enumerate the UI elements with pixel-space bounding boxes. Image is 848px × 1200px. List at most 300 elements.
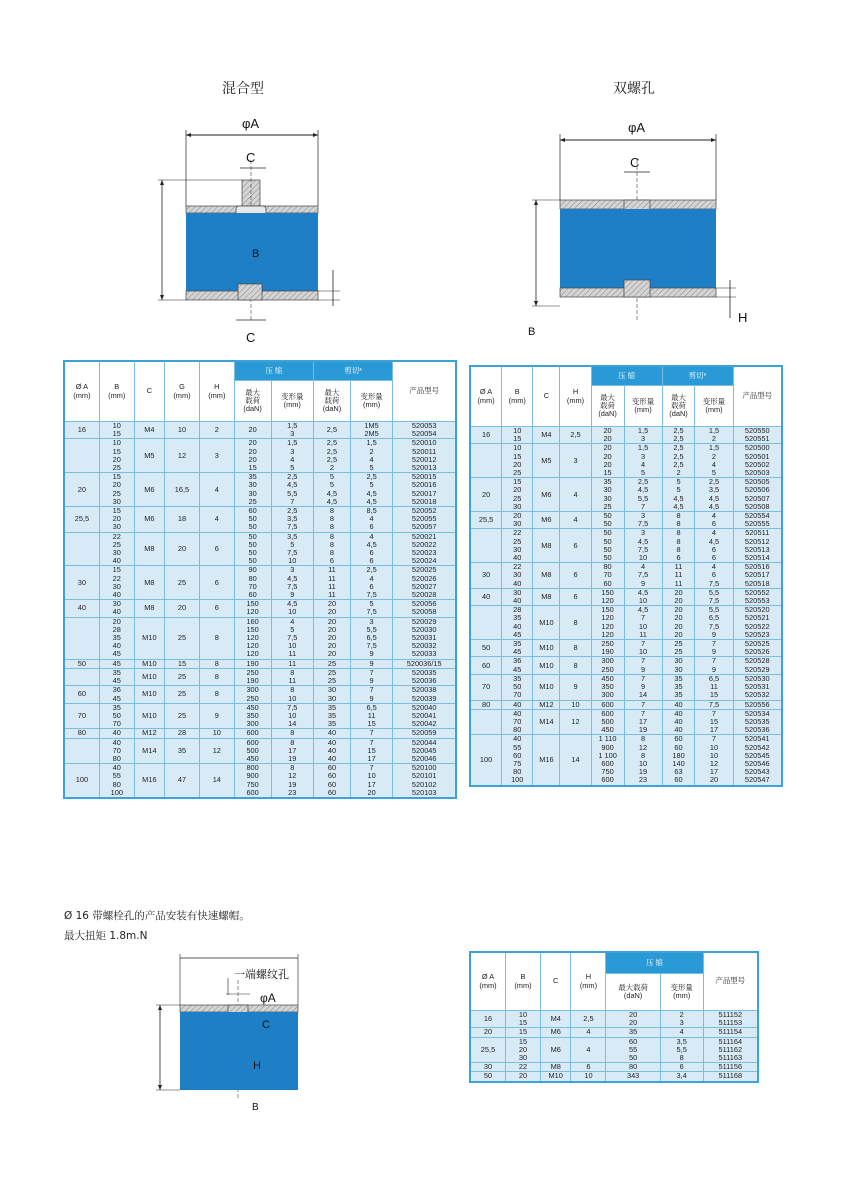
cell-d: 3,5 5,5 8 bbox=[660, 1037, 703, 1063]
cell-d: 7 9 14 bbox=[624, 674, 662, 700]
cell-m: 520035 520036 bbox=[393, 668, 456, 685]
cell-a: 25,5 bbox=[471, 1037, 506, 1063]
cell-b: 40 bbox=[502, 700, 533, 709]
hybrid-spec-table bbox=[64, 361, 456, 798]
c-label-bottom: C bbox=[246, 330, 256, 345]
cell-sd: 7 9 bbox=[350, 686, 393, 703]
cell-l: 250 190 bbox=[234, 668, 271, 685]
cell-g: 28 bbox=[165, 729, 200, 738]
table-row bbox=[65, 473, 456, 507]
cell-b: 15 20 30 bbox=[99, 507, 134, 533]
col-b: B (mm) bbox=[502, 367, 533, 427]
cell-g: 10 bbox=[165, 422, 200, 439]
table-row bbox=[471, 444, 782, 478]
single-thread-label: 一端螺纹孔 bbox=[234, 969, 289, 981]
cell-m: 520550 520551 bbox=[733, 427, 781, 444]
cell-c: M5 bbox=[134, 439, 164, 473]
cell-m: 520036/15 bbox=[393, 659, 456, 668]
c-label-2: C bbox=[630, 155, 640, 170]
cell-l: 150 120 bbox=[591, 588, 624, 605]
cell-g: 25 bbox=[165, 686, 200, 703]
cell-sl: 30 30 bbox=[314, 686, 351, 703]
cell-g: 25 bbox=[165, 617, 200, 659]
hybrid-mount-diagram bbox=[150, 110, 360, 350]
col-deform: 变形量 (mm) bbox=[660, 974, 703, 1011]
cell-l: 150 120 bbox=[234, 600, 271, 617]
cell-h: 4 bbox=[199, 507, 234, 533]
cell-l: 150 120 120 120 bbox=[591, 606, 624, 640]
cell-b: 22 30 40 bbox=[502, 563, 533, 589]
col-h: H (mm) bbox=[199, 362, 234, 422]
phiA-label: φA bbox=[242, 116, 260, 131]
cell-sd: 1,5 2 4 5 bbox=[350, 439, 393, 473]
cell-m: 520015 520016 520017 520018 bbox=[393, 473, 456, 507]
cell-b: 10 15 bbox=[505, 1011, 540, 1028]
c-label-top: C bbox=[246, 150, 256, 165]
cell-l: 20 bbox=[234, 422, 271, 439]
cell-h: 2 bbox=[199, 422, 234, 439]
table-row bbox=[471, 700, 782, 709]
table-row bbox=[65, 738, 456, 764]
b-label-2: B bbox=[528, 326, 536, 338]
cell-m: 520025 520026 520027 520028 bbox=[393, 566, 456, 600]
cell-l: 160 150 120 120 120 bbox=[234, 617, 271, 659]
cell-d: 4,5 7 10 11 bbox=[624, 606, 662, 640]
cell-a bbox=[471, 709, 502, 735]
cell-d: 2,5 4,5 5,5 7 bbox=[271, 473, 314, 507]
cell-sl: 40 40 40 bbox=[314, 738, 351, 764]
col-shear-deform: 变形量 (mm) bbox=[695, 386, 733, 427]
col-h: H (mm) bbox=[560, 367, 591, 427]
cell-sl: 20 20 bbox=[662, 588, 695, 605]
cell-h: 4 bbox=[560, 478, 591, 512]
cell-l: 190 bbox=[234, 659, 271, 668]
cell-b: 15 22 30 40 bbox=[99, 566, 134, 600]
cell-d: 4 7,5 9 bbox=[624, 563, 662, 589]
cell-d: 2,5 4,5 5,5 7 bbox=[624, 478, 662, 512]
table-row bbox=[471, 640, 782, 657]
cell-a: 60 bbox=[471, 657, 502, 674]
cell-sl: 8 8 bbox=[662, 512, 695, 529]
table-row bbox=[471, 563, 782, 589]
cell-d: 1,5 3 bbox=[271, 422, 314, 439]
cell-c: M10 bbox=[533, 657, 560, 674]
note-quick-nut: Ø 16 带螺栓孔的产品安装有快速螺帽。 bbox=[64, 910, 250, 922]
cell-sd: 7,5 bbox=[695, 700, 733, 709]
cell-c: M10 bbox=[533, 674, 560, 700]
cell-b: 40 55 60 75 80 100 bbox=[502, 735, 533, 785]
col-model: 产品型号 bbox=[733, 367, 781, 427]
table-row bbox=[65, 659, 456, 668]
cell-g: 20 bbox=[165, 532, 200, 566]
cell-m: 511168 bbox=[703, 1072, 757, 1081]
cell-a: 50 bbox=[471, 640, 502, 657]
col-maxload: 最大 载荷 (daN) bbox=[234, 381, 271, 422]
cell-c: M8 bbox=[134, 600, 164, 617]
cell-m: 520530 520531 520532 bbox=[733, 674, 781, 700]
cell-a: 50 bbox=[65, 659, 100, 668]
cell-sd: 7 15 17 bbox=[695, 709, 733, 735]
cell-h: 6 bbox=[199, 566, 234, 600]
cell-b: 35 50 70 bbox=[502, 674, 533, 700]
cell-l: 35 30 30 25 bbox=[234, 473, 271, 507]
cell-l: 600 bbox=[591, 700, 624, 709]
cell-m: 520520 520521 520522 520523 bbox=[733, 606, 781, 640]
cell-a: 16 bbox=[65, 422, 100, 439]
table-row bbox=[471, 1028, 758, 1037]
cell-m: 520100 520101 520102 520103 bbox=[393, 764, 456, 798]
cell-l: 90 80 70 60 bbox=[234, 566, 271, 600]
cell-l: 300 250 bbox=[234, 686, 271, 703]
cell-d: 8 12 8 10 19 23 bbox=[624, 735, 662, 785]
b-label-3: B bbox=[252, 1102, 259, 1113]
col-maxload: 最大载荷 (daN) bbox=[606, 974, 660, 1011]
cell-sl: 35 35 35 bbox=[662, 674, 695, 700]
cell-c: M12 bbox=[134, 729, 164, 738]
cell-m: 520534 520535 520536 bbox=[733, 709, 781, 735]
table-row bbox=[65, 422, 456, 439]
cell-l: 600 500 450 bbox=[591, 709, 624, 735]
cell-l: 60 55 50 bbox=[606, 1037, 660, 1063]
col-b: B (mm) bbox=[505, 953, 540, 1011]
cell-b: 10 15 20 25 bbox=[99, 439, 134, 473]
cell-sl: 8 8 8 bbox=[314, 507, 351, 533]
cell-c: M8 bbox=[533, 588, 560, 605]
cell-sl: 35 35 35 bbox=[314, 703, 351, 729]
cell-l: 80 bbox=[606, 1063, 660, 1072]
table-row bbox=[65, 764, 456, 798]
cell-g: 25 bbox=[165, 566, 200, 600]
cell-a: 80 bbox=[65, 729, 100, 738]
cell-a: 100 bbox=[65, 764, 100, 798]
cell-c: M10 bbox=[533, 606, 560, 640]
table-row bbox=[471, 657, 782, 674]
cell-l: 450 350 300 bbox=[234, 703, 271, 729]
cell-g: 20 bbox=[165, 600, 200, 617]
cell-g: 25 bbox=[165, 668, 200, 685]
cell-a: 70 bbox=[65, 703, 100, 729]
double-thread-spec-table bbox=[470, 366, 782, 786]
cell-a: 16 bbox=[471, 1011, 506, 1028]
cell-m: 511152 511153 bbox=[703, 1011, 757, 1028]
cell-h: 4 bbox=[571, 1028, 606, 1037]
col-a: Ø A (mm) bbox=[471, 953, 506, 1011]
cell-sl: 30 30 bbox=[662, 657, 695, 674]
cell-m: 520500 520501 520502 520503 bbox=[733, 444, 781, 478]
cell-sd: 4 4,5 6 6 bbox=[350, 532, 393, 566]
table-row bbox=[65, 729, 456, 738]
cell-l: 600 500 450 bbox=[234, 738, 271, 764]
col-c: C bbox=[134, 362, 164, 422]
col-shear: 剪切* bbox=[662, 367, 733, 386]
cell-l: 800 900 750 600 bbox=[234, 764, 271, 798]
cell-h: 6 bbox=[199, 532, 234, 566]
cell-c: M10 bbox=[533, 640, 560, 657]
cell-a bbox=[65, 439, 100, 473]
cell-l: 35 30 30 25 bbox=[591, 478, 624, 512]
cell-d: 2 3 bbox=[660, 1011, 703, 1028]
cell-l: 450 350 300 bbox=[591, 674, 624, 700]
cell-a: 40 bbox=[471, 588, 502, 605]
cell-a bbox=[65, 668, 100, 685]
double-thread-section-title: 双螺孔 bbox=[613, 81, 655, 97]
cell-h: 8 bbox=[199, 617, 234, 659]
table-row bbox=[471, 1072, 758, 1081]
col-compress: 压 缩 bbox=[234, 362, 313, 381]
cell-a: 20 bbox=[65, 473, 100, 507]
double-thread-diagram bbox=[520, 110, 760, 340]
cell-sl: 40 bbox=[662, 700, 695, 709]
cell-l: 50 50 50 50 bbox=[234, 532, 271, 566]
phiA-label-3: φA bbox=[260, 991, 276, 1005]
cell-d: 1,5 3 4 5 bbox=[271, 439, 314, 473]
cell-h: 10 bbox=[199, 729, 234, 738]
single-thread-diagram bbox=[150, 950, 320, 1120]
cell-m: 520038 520039 bbox=[393, 686, 456, 703]
table-row bbox=[471, 512, 782, 529]
cell-sl: 5 5 4,5 4,5 bbox=[314, 473, 351, 507]
cell-c: M16 bbox=[533, 735, 560, 785]
col-c: C bbox=[540, 953, 570, 1011]
table-row bbox=[471, 1063, 758, 1072]
cell-sd: 1M5 2M5 bbox=[350, 422, 393, 439]
cell-d: 8 12 19 23 bbox=[271, 764, 314, 798]
cell-d: 3,4 bbox=[660, 1072, 703, 1081]
cell-l: 35 bbox=[606, 1028, 660, 1037]
cell-d: 1,5 3 bbox=[624, 427, 662, 444]
cell-l: 600 bbox=[234, 729, 271, 738]
cell-a: 30 bbox=[471, 1063, 506, 1072]
cell-c: M10 bbox=[540, 1072, 570, 1081]
cell-sd: 6,5 11 15 bbox=[695, 674, 733, 700]
cell-m: 520044 520045 520046 bbox=[393, 738, 456, 764]
cell-h: 6 bbox=[571, 1063, 606, 1072]
cell-d: 7 10 bbox=[624, 640, 662, 657]
cell-l: 60 50 50 bbox=[234, 507, 271, 533]
cell-b: 10 15 20 25 bbox=[502, 444, 533, 478]
table-row bbox=[471, 478, 782, 512]
cell-c: M8 bbox=[533, 563, 560, 589]
cell-a: 16 bbox=[471, 427, 502, 444]
col-shear-load: 最大 载荷 (daN) bbox=[662, 386, 695, 427]
table-row bbox=[65, 703, 456, 729]
cell-a: 20 bbox=[471, 1028, 506, 1037]
cell-b: 40 70 80 bbox=[99, 738, 134, 764]
cell-b: 15 20 25 30 bbox=[502, 478, 533, 512]
note-max-torque: 最大扭矩 1.8m.N bbox=[64, 930, 148, 942]
cell-b: 35 50 70 bbox=[99, 703, 134, 729]
table-row bbox=[471, 529, 782, 563]
cell-h: 8 bbox=[199, 668, 234, 685]
cell-b: 30 40 bbox=[99, 600, 134, 617]
cell-d: 4,5 10 bbox=[624, 588, 662, 605]
cell-m: 520552 520553 bbox=[733, 588, 781, 605]
cell-l: 80 70 60 bbox=[591, 563, 624, 589]
cell-m: 520525 520526 bbox=[733, 640, 781, 657]
cell-c: M8 bbox=[134, 566, 164, 600]
cell-a: 50 bbox=[471, 1072, 506, 1081]
cell-h: 8 bbox=[560, 606, 591, 640]
cell-sd: 7 9 bbox=[695, 657, 733, 674]
cell-b: 40 55 80 100 bbox=[99, 764, 134, 798]
cell-c: M14 bbox=[134, 738, 164, 764]
col-b: B (mm) bbox=[99, 362, 134, 422]
cell-sl: 25 bbox=[314, 659, 351, 668]
hybrid-section-title: 混合型 bbox=[222, 81, 264, 97]
table-row bbox=[471, 1011, 758, 1028]
cell-m: 511156 bbox=[703, 1063, 757, 1072]
cell-sd: 5 7,5 bbox=[350, 600, 393, 617]
cell-b: 30 40 bbox=[502, 588, 533, 605]
cell-h: 4 bbox=[199, 473, 234, 507]
cell-d: 11 bbox=[271, 659, 314, 668]
cell-sl: 8 8 8 6 bbox=[662, 529, 695, 563]
cell-g: 35 bbox=[165, 738, 200, 764]
b-label: B bbox=[252, 248, 260, 260]
cell-l: 300 250 bbox=[591, 657, 624, 674]
cell-c: M6 bbox=[134, 473, 164, 507]
cell-sl: 11 11 11 bbox=[662, 563, 695, 589]
cell-sd: 7 10 17 20 bbox=[350, 764, 393, 798]
cell-m: 520056 520058 bbox=[393, 600, 456, 617]
cell-sd: 5,5 7,5 bbox=[695, 588, 733, 605]
cell-d: 4 5 7,5 10 11 bbox=[271, 617, 314, 659]
cell-l: 50 50 50 50 bbox=[591, 529, 624, 563]
cell-sd: 7 9 bbox=[695, 640, 733, 657]
cell-h: 8 bbox=[199, 686, 234, 703]
cell-b: 35 45 bbox=[502, 640, 533, 657]
table-row bbox=[471, 427, 782, 444]
cell-b: 36 45 bbox=[502, 657, 533, 674]
cell-d: 3 7,5 bbox=[624, 512, 662, 529]
cell-d: 1,5 3 4 5 bbox=[624, 444, 662, 478]
table-row bbox=[471, 606, 782, 640]
cell-c: M6 bbox=[533, 512, 560, 529]
cell-sl: 40 40 40 bbox=[662, 709, 695, 735]
col-shear: 剪切* bbox=[314, 362, 393, 381]
cell-l: 20 20 bbox=[606, 1011, 660, 1028]
cell-h: 3 bbox=[560, 444, 591, 478]
cell-a bbox=[65, 617, 100, 659]
table-row bbox=[471, 1037, 758, 1063]
cell-h: 6 bbox=[560, 588, 591, 605]
cell-sd: 7 15 17 bbox=[350, 738, 393, 764]
cell-sd: 3 5,5 6,5 7,5 9 bbox=[350, 617, 393, 659]
table-row bbox=[471, 735, 782, 785]
cell-d: 8 bbox=[271, 729, 314, 738]
cell-m: 520516 520517 520518 bbox=[733, 563, 781, 589]
cell-c: M10 bbox=[134, 686, 164, 703]
cell-c: M8 bbox=[533, 529, 560, 563]
cell-b: 22 bbox=[505, 1063, 540, 1072]
cell-a: 30 bbox=[65, 566, 100, 600]
cell-sd: 7 9 bbox=[350, 668, 393, 685]
cell-d: 8 17 19 bbox=[271, 738, 314, 764]
cell-h: 9 bbox=[199, 703, 234, 729]
cell-b: 20 30 bbox=[502, 512, 533, 529]
cell-b: 28 35 40 45 bbox=[502, 606, 533, 640]
cell-a: 100 bbox=[471, 735, 502, 785]
cell-c: M10 bbox=[134, 703, 164, 729]
cell-d: 4,5 10 bbox=[271, 600, 314, 617]
cell-c: M10 bbox=[134, 668, 164, 685]
cell-c: M5 bbox=[533, 444, 560, 478]
col-shear-load: 最大 载荷 (daN) bbox=[314, 381, 351, 422]
cell-sd: 7 10 10 12 17 20 bbox=[695, 735, 733, 785]
cell-a: 60 bbox=[65, 686, 100, 703]
cell-sd: 2,5 3,5 4,5 4,5 bbox=[695, 478, 733, 512]
col-shear-deform: 变形量 (mm) bbox=[350, 381, 393, 422]
cell-a: 40 bbox=[65, 600, 100, 617]
cell-sl: 20 20 20 20 bbox=[662, 606, 695, 640]
table-row bbox=[65, 617, 456, 659]
table-row bbox=[65, 566, 456, 600]
cell-h: 10 bbox=[560, 700, 591, 709]
cell-d: 8 10 bbox=[271, 686, 314, 703]
cell-b: 15 bbox=[505, 1028, 540, 1037]
cell-a: 70 bbox=[471, 674, 502, 700]
cell-b: 15 20 25 30 bbox=[99, 473, 134, 507]
col-a: Ø A (mm) bbox=[471, 367, 502, 427]
cell-h: 6 bbox=[560, 563, 591, 589]
cell-a bbox=[65, 532, 100, 566]
cell-c: M10 bbox=[134, 617, 164, 659]
cell-b: 36 45 bbox=[99, 686, 134, 703]
cell-d: 7 bbox=[624, 700, 662, 709]
cell-sl: 40 bbox=[314, 729, 351, 738]
cell-d: 6 bbox=[660, 1063, 703, 1072]
cell-c: M6 bbox=[134, 507, 164, 533]
cell-sl: 2,5 bbox=[314, 422, 351, 439]
cell-c: M6 bbox=[540, 1028, 570, 1037]
cell-m: 520511 520512 520513 520514 bbox=[733, 529, 781, 563]
table-row bbox=[65, 668, 456, 685]
cell-sl: 60 60 60 60 bbox=[314, 764, 351, 798]
col-model: 产品型号 bbox=[703, 953, 757, 1011]
cell-sl: 2,5 2,5 2,5 2 bbox=[314, 439, 351, 473]
cell-g: 12 bbox=[165, 439, 200, 473]
table-row bbox=[65, 439, 456, 473]
cell-h: 8 bbox=[560, 640, 591, 657]
table-row bbox=[65, 507, 456, 533]
table-row bbox=[65, 686, 456, 703]
cell-b: 10 15 bbox=[99, 422, 134, 439]
phiA-label-2: φA bbox=[628, 120, 646, 135]
cell-h: 3 bbox=[199, 439, 234, 473]
cell-d: 4 bbox=[660, 1028, 703, 1037]
table-row bbox=[65, 532, 456, 566]
cell-sl: 5 5 4,5 4,5 bbox=[662, 478, 695, 512]
cell-sd: 4 4,5 6 6 bbox=[695, 529, 733, 563]
cell-c: M8 bbox=[540, 1063, 570, 1072]
table-row bbox=[65, 600, 456, 617]
cell-m: 520505 520506 520507 520508 bbox=[733, 478, 781, 512]
cell-b: 15 20 30 bbox=[505, 1037, 540, 1063]
cell-m: 520554 520555 bbox=[733, 512, 781, 529]
cell-l: 20 20 20 15 bbox=[234, 439, 271, 473]
cell-sd: 8,5 4 6 bbox=[350, 507, 393, 533]
cell-c: M8 bbox=[134, 532, 164, 566]
cell-a: 25,5 bbox=[471, 512, 502, 529]
cell-h: 6 bbox=[199, 600, 234, 617]
cell-a: 30 bbox=[471, 563, 502, 589]
cell-c: M4 bbox=[533, 427, 560, 444]
cell-d: 3 4,5 7,5 9 bbox=[271, 566, 314, 600]
cell-d: 3,5 5 7,5 10 bbox=[271, 532, 314, 566]
col-deform: 变形量 (mm) bbox=[624, 386, 662, 427]
cell-a bbox=[471, 444, 502, 478]
cell-h: 4 bbox=[571, 1037, 606, 1063]
